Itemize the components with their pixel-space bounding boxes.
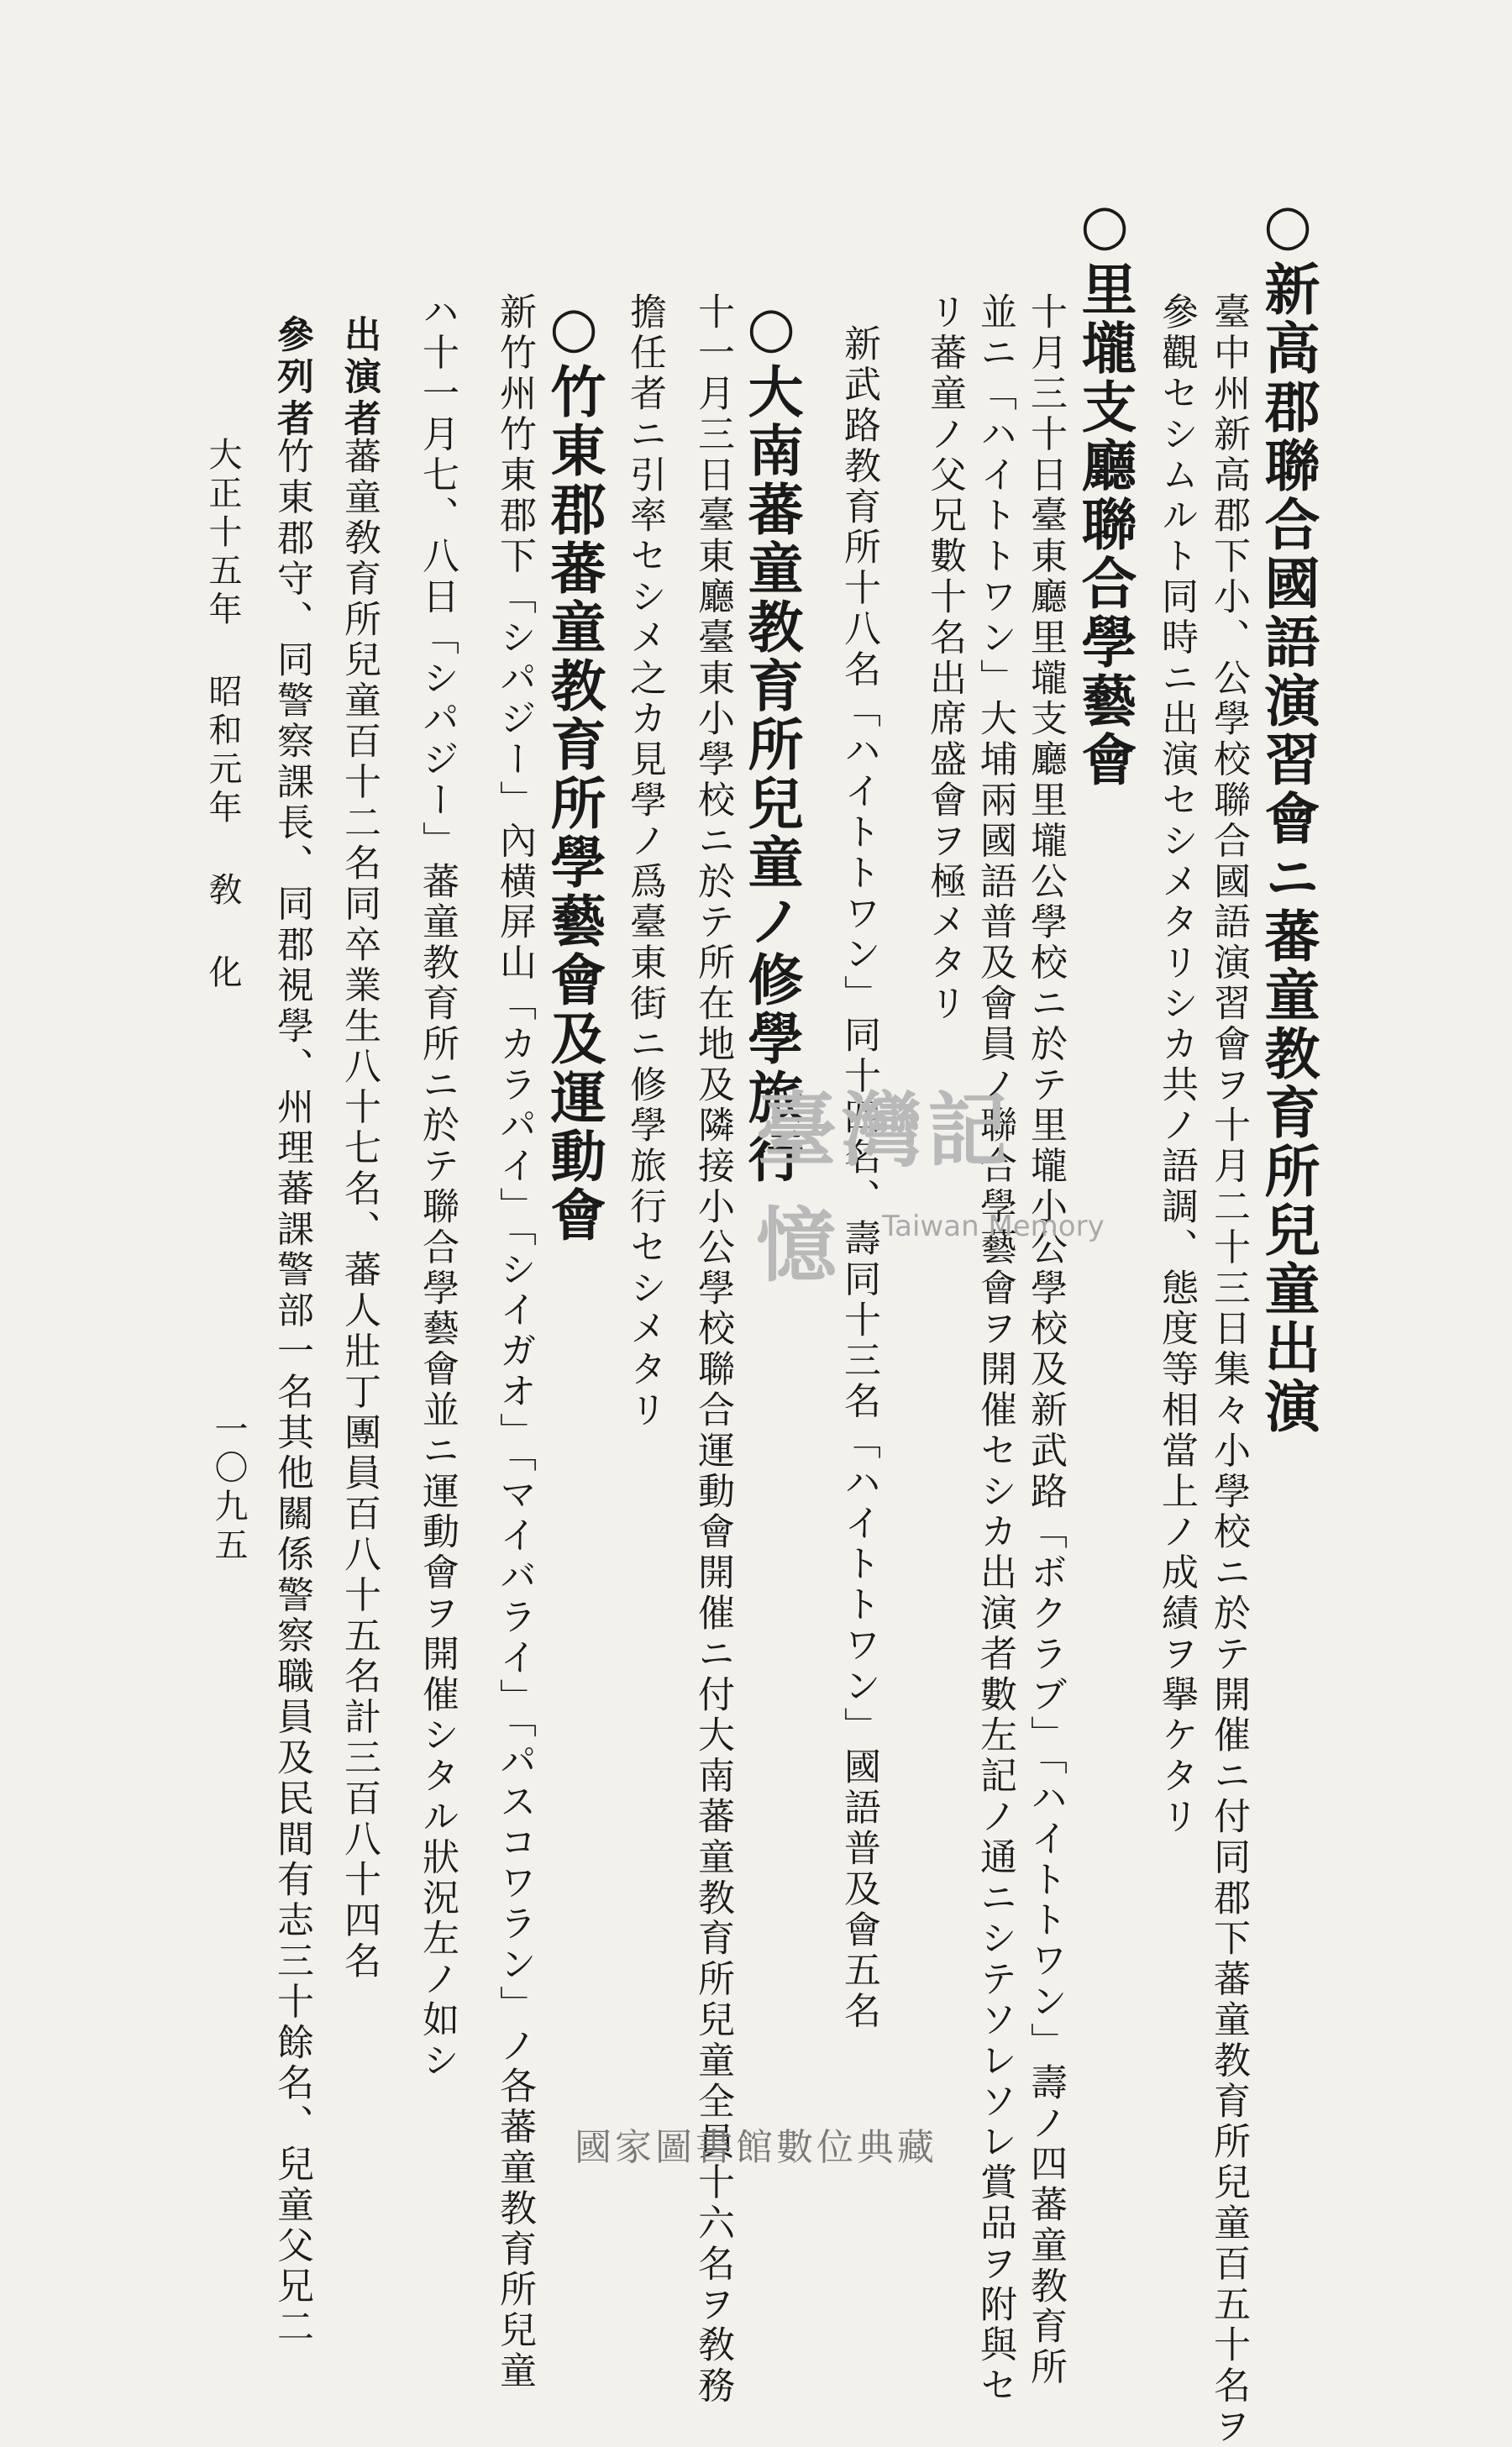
text-column: リ蕃童ノ父兄數十名出席盛會ヲ極メタリ (923, 292, 966, 1025)
text-column: ハ十一月七、八日「シパジー」蕃童教育所ニ於テ聯合學藝會並ニ運動會ヲ開催シタル狀況左ノ如シ (416, 292, 459, 2082)
text-column-list: 新武路教育所十八名「ハイトトワン」同十四名、壽同十三名「ハイトトワン」國語普及會五名 (837, 324, 880, 2032)
text-column: 竹東郡守、同警察課長、同郡視學、州理蕃課警部一名其他關係警察職員及民間有志三十餘名、兒童父兄二 (270, 437, 313, 2348)
text-column: 參觀セシムルト同時ニ出演セシメタリシカ共ノ語調、態度等相當上ノ成績ヲ擧ケタリ (1155, 292, 1198, 1838)
text-column: 並ニ「ハイトトワン」大埔兩國語普及會員ノ聯合學藝會ヲ開催セシカ出演者數左記ノ通ニシテソレソレ賞品ヲ附與セ (974, 292, 1016, 2407)
section-heading-niitaka: ○新高郡聯合國語演習會ニ蕃童教育所兒童出演 (1255, 192, 1320, 1436)
text-column: 擔任者ニ引率セシメ之カ見學ノ爲臺東街ニ修學旅行セシメタリ (623, 292, 666, 1431)
text-column: 蕃童敎育所兒童百十二名同卒業生八十七名、蕃人壯丁團員百八十五名計三百八十四名 (338, 437, 381, 1982)
running-head: 大正十五年 昭和元年 敎 化 (203, 437, 242, 993)
section-heading-chikuto: ○竹東郡蕃童教育所學藝會及運動會 (541, 294, 606, 1245)
page-number: 一〇九五 (209, 1411, 248, 1566)
text-column: 十月三十日臺東廳里壠支廳里壠公學校ニ於テ里壠小公學校及新武路「ボクラブ」「ハイトトワン」壽ノ四蕃童教育所 (1024, 292, 1067, 2388)
watermark-subtitle: Taiwan Memory (882, 1210, 1105, 1243)
text-column: 十一月三日臺東廳臺東小學校ニ於テ所在地及隣接小公學校聯合運動會開催ニ付大南蕃童教育所兒童全員十六名ヲ敎務 (691, 292, 734, 2407)
label-performers: 出演者 (338, 315, 381, 441)
text-column: 新竹州竹東郡下「シパジー」內横屏山「カラパイ」「シイガオ」「マイバライ」「パスコワラン」ノ各蕃童教育所兒童 (493, 292, 536, 2392)
section-heading-tainan: ○大南蕃童教育所兒童ノ修學旅行 (738, 294, 804, 1186)
text-column: 臺中州新高郡下小、公學校聯合國語演習會ヲ十月二十三日集々小學校ニ於テ開催ニ付同郡下蕃童教育所兒童百五十名ヲ (1207, 292, 1250, 2447)
section-heading-riron: ○里壠支廳聯合學藝會 (1072, 192, 1137, 790)
footer-credit: 國家圖書館數位典藏 (575, 2126, 937, 2169)
watermark-logo: 臺灣記憶 (756, 1083, 1013, 1293)
label-visitors: 參列者 (270, 315, 313, 441)
